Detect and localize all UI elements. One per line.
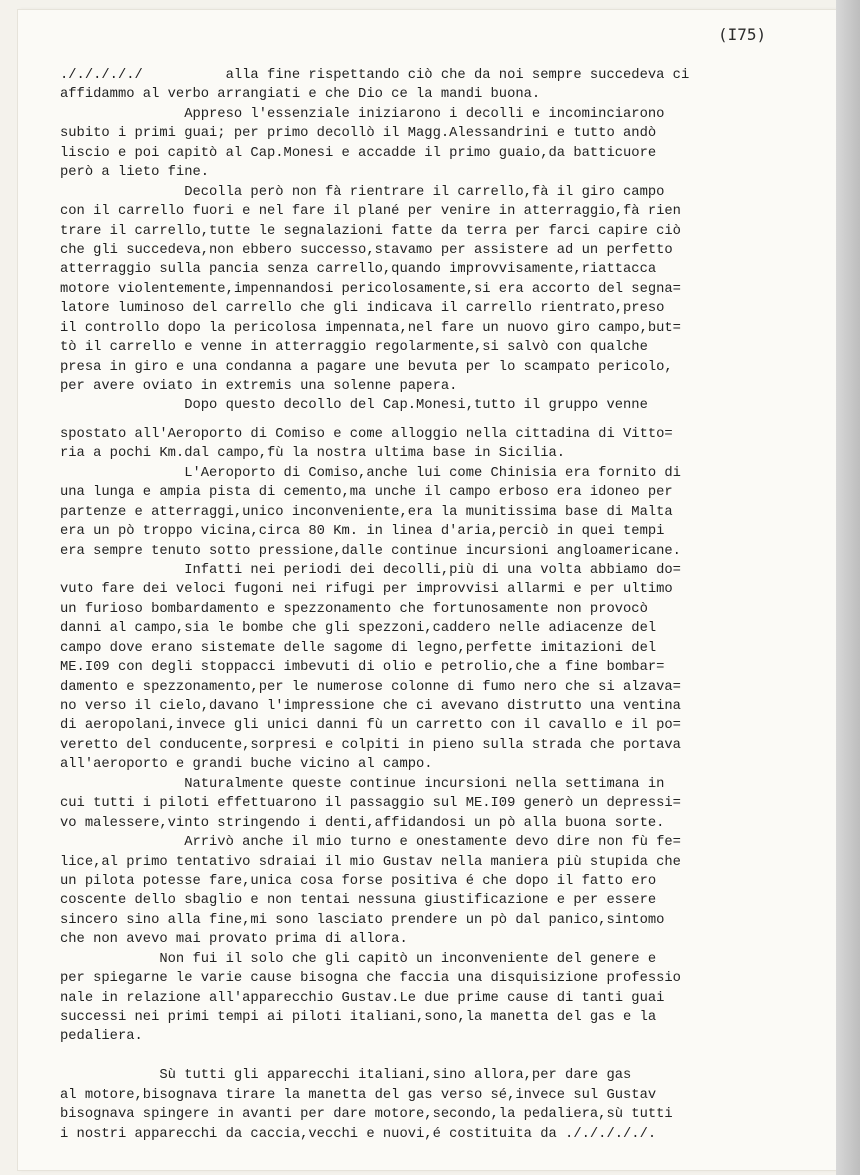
text-line: tò il carrello e venne in atterraggio regolarmente,si salvò con qualche xyxy=(60,340,648,356)
text-line: un pilota potesse fare,unica cosa forse positiva é che dopo il fatto ero xyxy=(60,873,657,889)
text-line: i nostri apparecchi da caccia,vecchi e nuovi,é costituita da ./././././. xyxy=(60,1126,657,1142)
text-line: un furioso bombardamento e spezzonamento che fortunosamente non provocò xyxy=(60,601,648,617)
text-line: danni al campo,sia le bombe che gli spezzoni,caddero nelle adiacenze del xyxy=(60,621,657,637)
text-line: L'Aeroporto di Comiso,anche lui come Chinisia era fornito di xyxy=(60,465,681,481)
text-line: coscente dello sbaglio e non tentai nessuna giustificazione e per essere xyxy=(60,893,657,909)
text-line: successi nei primi tempi ai piloti italiani,sono,la manetta del gas e la xyxy=(60,1010,657,1025)
text-line: affidammo al verbo arrangiati e che Dio ce la mandi buona. xyxy=(60,87,541,103)
text-line: nale in relazione all'apparecchio Gustav.Le due prime cause di tanti guai xyxy=(60,990,665,1006)
text-line: campo dove erano sistemate delle sagome di legno,perfette imitazioni del xyxy=(60,640,657,656)
text-line: veretto del conducente,sorpresi e colpiti in pieno sulla strada che portava xyxy=(60,737,681,753)
text-line: il controllo dopo la pericolosa impennata,nel fare un nuovo giro campo,but= xyxy=(60,320,681,336)
text-line: trare il carrello,tutte le segnalazioni fatte da terra per farci capire ciò xyxy=(60,223,681,239)
text-line: Sù tutti gli apparecchi italiani,sino allora,per dare gas xyxy=(60,1068,632,1084)
text-line: sincero sino alla fine,mi sono lasciato prendere un pò dal panico,sintomo xyxy=(60,912,665,928)
text-line: Non fui il solo che gli capitò un inconveniente del genere e xyxy=(60,951,657,967)
text-line: al motore,bisognava tirare la manetta del gas verso sé,invece sul Gustav xyxy=(60,1087,657,1103)
text-line: di aeropolani,invece gli unici danni fù un carretto con il cavallo e il po= xyxy=(60,718,681,734)
text-line: lice,al primo tentativo sdraiai il mio Gustav nella maniera più stupida che xyxy=(60,854,681,870)
text-line: no verso il cielo,davano l'impressione che ci avevano distrutto una ventina xyxy=(60,699,681,714)
text-line: che non avevo mai provato prima di allora. xyxy=(60,932,408,948)
text-line: Appreso l'essenziale iniziarono i decolli e incominciarono xyxy=(60,106,665,122)
text-line: con il carrello fuori e nel fare il plané per venire in atterraggio,fà rien xyxy=(60,204,681,220)
page-number: (I75) xyxy=(718,25,767,44)
text-line: bisognava spingere in avanti per dare motore,secondo,la pedaliera,sù tutti xyxy=(60,1107,673,1123)
text-line: motore violentemente,impennandosi pericolosamente,si era accorto del segna= xyxy=(60,281,681,297)
text-line: era un pò troppo vicina,circa 80 Km. in linea d'aria,perciò in quei tempi xyxy=(60,524,665,540)
text-line: atterraggio sulla pancia senza carrello,quando improvvisamente,riattacca xyxy=(60,262,657,278)
text-line: pedaliera. xyxy=(60,1029,143,1045)
text-line: presa in giro e una condanna a pagare une bevuta per lo scampato pericolo, xyxy=(60,359,673,375)
text-line: ria a pochi Km.dal campo,fù la nostra ultima base in Sicilia. xyxy=(60,446,566,462)
text-line: Dopo questo decollo del Cap.Monesi,tutto il gruppo venne xyxy=(60,398,648,414)
text-line: latore luminoso del carrello che gli indicava il carrello rientrato,preso xyxy=(60,301,665,317)
text-line: però a lieto fine. xyxy=(60,165,210,181)
text-line: damento e spezzonamento,per le numerose colonne di fumo nero che si alzava= xyxy=(60,679,681,695)
text-line: era sempre tenuto sotto pressione,dalle continue incursioni angloamericane. xyxy=(60,543,681,559)
text-line: vuto fare dei veloci fugoni nei rifugi per improvvisi allarmi e per ultimo xyxy=(60,582,673,598)
blank-line xyxy=(60,1047,840,1066)
text-line: Naturalmente queste continue incursioni nella settimana in xyxy=(60,776,665,792)
text-line: una lunga e ampia pista di cemento,ma unche il campo erboso era idoneo per xyxy=(60,485,673,501)
text-line: subito i primi guai; per primo decollò il Magg.Alessandrini e tutto andò xyxy=(60,126,657,142)
text-line: Arrivò anche il mio turno e onestamente devo dire non fù fe= xyxy=(60,835,681,851)
text-line: partenze e atterraggi,unico inconveniente,era la munitissima base di Malta xyxy=(60,504,673,520)
text-line: all'aeroporto e grandi buche vicino al campo. xyxy=(60,757,433,773)
text-line: Infatti nei periodi dei decolli,più di una volta abbiamo do= xyxy=(60,562,681,578)
body-text xyxy=(60,66,840,1144)
text-line: per avere oviato in extremis una solenne papera. xyxy=(60,379,458,394)
text-line: ./././././ alla fine rispettando ciò che da noi sempre succedeva ci xyxy=(60,68,690,83)
text-line: per spiegarne le varie cause bisogna che faccia una disquisizione professio xyxy=(60,971,681,987)
text-line: cui tutti i piloti effettuarono il passaggio sul ME.I09 generò un depressi= xyxy=(60,796,681,812)
text-line: spostato all'Aeroporto di Comiso e come alloggio nella cittadina di Vitto= xyxy=(60,426,673,442)
text-line: ME.I09 con degli stoppacci imbevuti di olio e petrolio,che a fine bombar= xyxy=(60,660,665,676)
text-line: che gli succedeva,non ebbero successo,stavamo per assistere ad un perfetto xyxy=(60,242,673,258)
text-line: vo malessere,vinto stringendo i denti,affidandosi un pò alla buona sorte. xyxy=(60,815,665,831)
text-line: liscio e poi capitò al Cap.Monesi e accadde il primo guaio,da batticuore xyxy=(60,145,657,161)
text-line: Decolla però non fà rientrare il carrello,fà il giro campo xyxy=(60,184,665,200)
